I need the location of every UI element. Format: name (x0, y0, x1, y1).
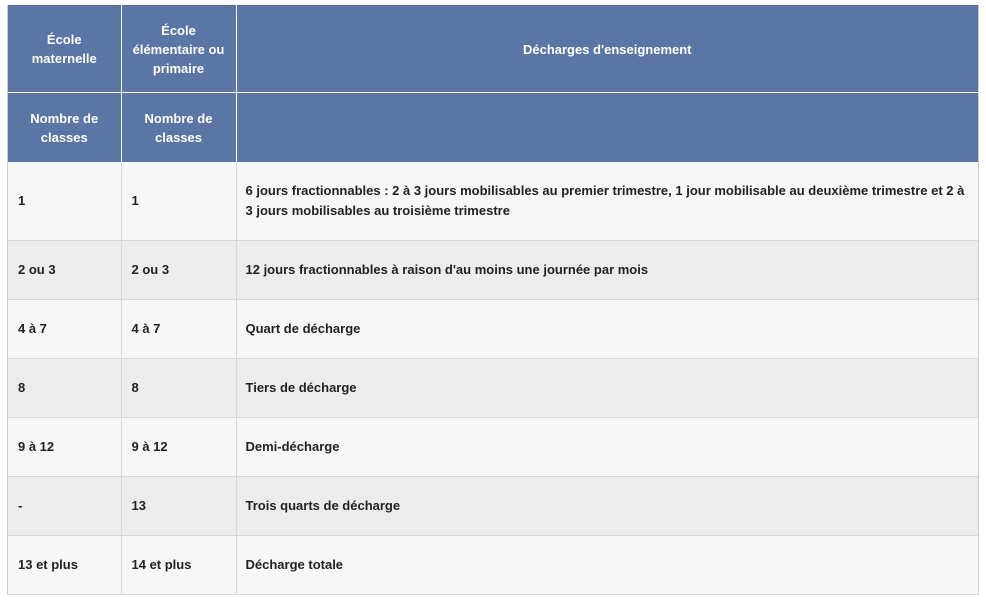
header-row-subheader (8, 93, 978, 163)
cell-elementaire: 14 et plus (121, 536, 236, 595)
subheader-empty (236, 93, 978, 163)
header-ecole-elementaire: École élémentaire ou primaire (121, 6, 236, 93)
cell-decharge: 12 jours fractionnables à raison d'au moins une journée par mois (236, 241, 978, 300)
header-row-school-type (8, 6, 978, 93)
table-header (8, 6, 978, 163)
cell-maternelle: 4 à 7 (8, 300, 121, 359)
cell-elementaire: 8 (121, 359, 236, 418)
table-row (8, 162, 978, 241)
table-row (8, 418, 978, 477)
cell-decharge: Tiers de décharge (236, 359, 978, 418)
cell-elementaire: 9 à 12 (121, 418, 236, 477)
cell-maternelle: - (8, 477, 121, 536)
subheader-nombre-classes-elementaire: Nombre de classes (121, 93, 236, 163)
cell-decharge: 6 jours fractionnables : 2 à 3 jours mobilisables au premier trimestre, 1 jour mobilisable au deuxième trimestre et 2 à 3 jours mobilisables au troisième trimestre (236, 162, 978, 241)
cell-decharge: Quart de décharge (236, 300, 978, 359)
cell-maternelle: 1 (8, 162, 121, 241)
decharges-table-container (7, 5, 979, 595)
table-row (8, 477, 978, 536)
cell-maternelle: 8 (8, 359, 121, 418)
table-row (8, 359, 978, 418)
subheader-nombre-classes-maternelle: Nombre de classes (8, 93, 121, 163)
cell-elementaire: 13 (121, 477, 236, 536)
table-body (8, 162, 978, 595)
table-row (8, 241, 978, 300)
cell-decharge: Trois quarts de décharge (236, 477, 978, 536)
cell-elementaire: 1 (121, 162, 236, 241)
header-decharges: Décharges d'enseignement (236, 6, 978, 93)
cell-maternelle: 9 à 12 (8, 418, 121, 477)
cell-maternelle: 2 ou 3 (8, 241, 121, 300)
cell-elementaire: 2 ou 3 (121, 241, 236, 300)
cell-decharge: Demi-décharge (236, 418, 978, 477)
cell-decharge: Décharge totale (236, 536, 978, 595)
cell-elementaire: 4 à 7 (121, 300, 236, 359)
decharges-table (8, 5, 978, 595)
table-row (8, 536, 978, 595)
table-row (8, 300, 978, 359)
cell-maternelle: 13 et plus (8, 536, 121, 595)
header-ecole-maternelle: École maternelle (8, 6, 121, 93)
